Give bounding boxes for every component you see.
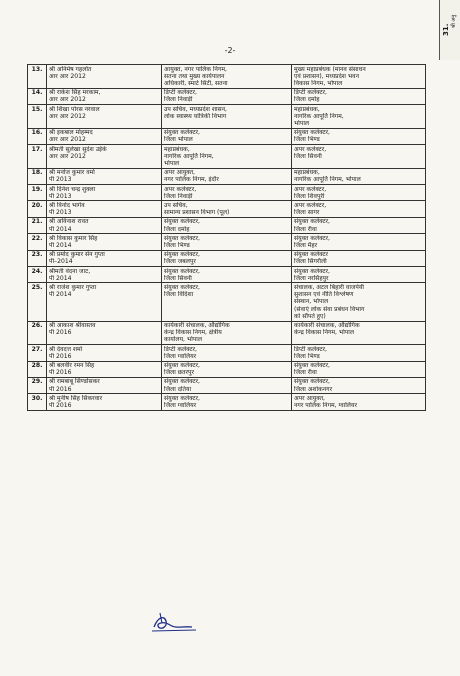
cell-line: पी 2016 <box>49 352 72 360</box>
new-posting-cell <box>292 267 426 283</box>
transfer-order-table-body <box>28 65 426 411</box>
cell-line: श्री राजेश कुमार गुप्ता <box>49 283 97 291</box>
cell-line: संयुक्त कलेक्टर <box>294 251 329 259</box>
cell-line: संयुक्त कलेक्टर, <box>294 378 330 386</box>
officer-name-cell <box>47 361 162 377</box>
officer-name-cell <box>47 168 162 184</box>
cell-line: पी 2016 <box>49 385 72 393</box>
cell-line: जिला छतरपुर <box>164 369 194 377</box>
cell-line: जिला सिंगरौली <box>294 258 327 266</box>
current-posting-cell <box>162 321 292 345</box>
adjacent-page-number: 31. <box>442 23 450 36</box>
cell-line: श्री इकबाल मोहम्मद <box>49 129 93 137</box>
cell-line: अपर आयुक्त, <box>164 169 195 177</box>
cell-line: जिला दमोह <box>294 96 320 104</box>
page-number: -2- <box>224 46 236 55</box>
cell-line: श्री मुनीष सिंह सिकरवार <box>49 394 103 402</box>
cell-line: अधिकारी, स्मार्ट सिटी, सतना <box>164 79 228 87</box>
officer-name-cell <box>47 377 162 393</box>
new-posting-cell <box>292 345 426 361</box>
cell-line: जिला मैहर <box>294 241 318 249</box>
cell-line: नगर पालिक निगम, इंदौर <box>164 176 219 184</box>
cell-line: श्री विनोद भार्गव <box>49 201 85 209</box>
serial-number-cell: 18. <box>28 168 47 184</box>
cell-line: जिला विदिशा <box>164 291 194 299</box>
cell-line: नागरिक आपूर्ति निगम, भोपाल <box>294 176 361 184</box>
cell-line: जिला सिवनी <box>294 152 322 160</box>
table-row <box>28 65 426 89</box>
officer-name-cell <box>47 321 162 345</box>
cell-line: नगर पालिक निगम, ग्वालियर <box>294 402 357 410</box>
cell-line: श्री विकास कुमार सिंह <box>49 234 98 242</box>
transfer-order-table <box>27 64 426 411</box>
officer-name-cell <box>47 267 162 283</box>
cell-line: संयुक्त कलेक्टर, <box>294 267 330 275</box>
current-posting-cell <box>162 185 292 201</box>
serial-number-cell: 25. <box>28 283 47 321</box>
cell-line: कार्यकारी संचालक, औद्योगिक <box>294 322 360 329</box>
cell-line: आर आर 2012 <box>49 152 86 160</box>
cell-line: जिला जबलपुर <box>164 258 196 266</box>
table-row <box>28 234 426 250</box>
cell-line: भोपाल <box>294 119 310 127</box>
cell-line: आर आर 2012 <box>49 136 86 144</box>
cell-line: विकास निगम, भोपाल <box>294 79 343 87</box>
serial-number-cell: 28. <box>28 361 47 377</box>
cell-line: संयुक्त कलेक्टर, <box>164 378 200 386</box>
new-posting-cell <box>292 88 426 104</box>
cell-line: मुख्य महाप्रबंधक (मानव संसाधन <box>294 65 366 73</box>
serial-number-cell: 15. <box>28 105 47 129</box>
new-posting-cell <box>292 321 426 345</box>
cell-line: डिप्टी कलेक्टर, <box>164 89 197 97</box>
serial-number-cell: 26. <box>28 321 47 345</box>
serial-number-cell: 17. <box>28 145 47 169</box>
new-posting-cell <box>292 361 426 377</box>
serial-number-cell: 22. <box>28 234 47 250</box>
cell-line: (सेवाएं लोक सेवा प्रबंधन विभाग <box>294 305 365 313</box>
cell-line: संयुक्त कलेक्टर, <box>294 234 330 242</box>
table-row <box>28 105 426 129</box>
cell-line: संयुक्त कलेक्टर, <box>164 394 200 402</box>
cell-line: नागरिक आपूर्ति निगम, <box>164 152 214 160</box>
serial-number-cell: 21. <box>28 217 47 233</box>
new-posting-cell <box>292 250 426 266</box>
cell-line: संयुक्त कलेक्टर, <box>294 362 330 370</box>
cell-line: श्री दिनेश चन्द्र शुक्ला <box>49 185 96 193</box>
cell-line: श्री बलवीर रमन सिंह <box>49 362 95 370</box>
table-row <box>28 201 426 217</box>
cell-line: जिला भिण्ड <box>294 136 320 144</box>
cell-line: जिला दतिया <box>164 385 192 393</box>
cell-line: डिप्टी कलेक्टर, <box>164 345 197 353</box>
cell-line: जिला निवाड़ी <box>164 192 193 200</box>
table-row <box>28 185 426 201</box>
cell-line: कार्यकारी संचालक, औद्योगिक <box>164 322 230 329</box>
officer-name-cell <box>47 185 162 201</box>
cell-line: संस्थान, भोपाल <box>294 298 329 306</box>
current-posting-cell <box>162 105 292 129</box>
new-posting-cell <box>292 283 426 321</box>
officer-name-cell <box>47 250 162 266</box>
cell-line: पी 2014 <box>49 241 72 249</box>
cell-line: को सौंपते हुए) <box>294 312 326 320</box>
cell-line: आयुक्त, नगर पालिक निगम, <box>164 65 227 73</box>
cell-line: जिला नरसिंहपुर <box>294 274 329 282</box>
table-row <box>28 377 426 393</box>
cell-line: महाप्रबंधक, <box>164 145 190 153</box>
new-posting-cell <box>292 234 426 250</box>
cell-line: उप सचिव, मध्यप्रदेश शासन, <box>164 105 227 113</box>
serial-number-cell: 30. <box>28 394 47 410</box>
serial-number-cell: 19. <box>28 185 47 201</box>
cell-line: एवं प्रशासन), मध्यप्रदेश भवन <box>294 72 359 80</box>
cell-line: पी 2013 <box>49 209 72 217</box>
cell-line: संयुक्त कलेक्टर, <box>164 129 200 137</box>
cell-line: श्रीमती सुलेखा सुदेश उईके <box>49 145 107 153</box>
table-row <box>28 394 426 410</box>
cell-line: पी 2014 <box>49 291 72 299</box>
cell-line: पी 2016 <box>49 402 72 410</box>
officer-name-cell <box>47 88 162 104</box>
cell-line: पी 2016 <box>49 329 72 337</box>
officer-name-cell <box>47 394 162 410</box>
cell-line: जिला शिवपुरी <box>294 192 325 200</box>
cell-line: भोपाल <box>164 159 180 167</box>
cell-line: श्री मनोज कुमार वर्मा <box>49 169 95 177</box>
new-posting-cell <box>292 128 426 144</box>
serial-number-cell: 20. <box>28 201 47 217</box>
current-posting-cell <box>162 267 292 283</box>
table-row <box>28 128 426 144</box>
current-posting-cell <box>162 394 292 410</box>
cell-line: जिला रीवा <box>294 225 317 233</box>
current-posting-cell <box>162 201 292 217</box>
cell-line: महाप्रबंधक, <box>294 169 320 177</box>
cell-line: उप सचिव, <box>164 201 188 209</box>
new-posting-cell <box>292 65 426 89</box>
cell-line: पी 2014 <box>49 274 72 282</box>
cell-line: संयुक्त कलेक्टर, <box>164 251 200 259</box>
cell-line: कार्यालय, भोपाल <box>164 336 202 344</box>
cell-line: जिला सागर <box>294 209 320 217</box>
table-row <box>28 361 426 377</box>
new-posting-cell <box>292 168 426 184</box>
cell-line: जिला भोपाल <box>164 136 193 144</box>
serial-number-cell: 14. <box>28 88 47 104</box>
current-posting-cell <box>162 377 292 393</box>
cell-line: जिला ग्वालियर <box>164 402 197 410</box>
cell-line: श्रीमती वंदना जाट, <box>49 267 91 275</box>
cell-line: सतना तथा मुख्य कार्यपालन <box>164 72 225 80</box>
table-row <box>28 267 426 283</box>
officer-name-cell <box>47 201 162 217</box>
cell-line: पी 2014 <box>49 225 72 233</box>
table-row <box>28 345 426 361</box>
current-posting-cell <box>162 361 292 377</box>
current-posting-cell <box>162 345 292 361</box>
serial-number-cell: 27. <box>28 345 47 361</box>
cell-line: जिला दमोह <box>164 225 190 233</box>
cell-line: आर आर 2012 <box>49 72 86 80</box>
cell-line: अपर कलेक्टर, <box>164 185 197 193</box>
cell-line: श्री राकेश सिंह मरकाम, <box>49 89 101 97</box>
new-posting-cell <box>292 105 426 129</box>
serial-number-cell: 29. <box>28 377 47 393</box>
new-posting-cell <box>292 377 426 393</box>
officer-name-cell <box>47 345 162 361</box>
current-posting-cell <box>162 65 292 89</box>
cell-line: लोक स्वास्थ्य यांत्रिकी विभाग <box>164 112 227 120</box>
cell-line: संयुक्त कलेक्टर, <box>294 129 330 137</box>
officer-name-cell <box>47 65 162 89</box>
cell-line: जिला सिवनी <box>164 274 192 282</box>
cell-line: पी–2014 <box>49 258 73 266</box>
current-posting-cell <box>162 283 292 321</box>
cell-line: आर आर 2012 <box>49 112 86 120</box>
cell-line: श्री रामबाबू सिण्डोसकर <box>49 378 100 386</box>
current-posting-cell <box>162 234 292 250</box>
table-row <box>28 321 426 345</box>
cell-line: श्री आकाश श्रीवास्तव <box>49 322 96 329</box>
serial-number-cell: 16. <box>28 128 47 144</box>
new-posting-cell <box>292 394 426 410</box>
serial-number-cell: 23. <box>28 250 47 266</box>
cell-line: सुशासन एवं नीति विश्लेषण <box>294 291 354 299</box>
cell-line: केन्द्र विकास निगम, भोपाल <box>294 329 354 337</box>
cell-line: संयुक्त कलेक्टर, <box>164 218 200 226</box>
current-posting-cell <box>162 88 292 104</box>
cell-line: जिला भिण्ड <box>164 241 190 249</box>
table-row <box>28 168 426 184</box>
cell-line: श्री देवदत्त शर्मा <box>49 345 83 353</box>
cell-line: अपर कलेक्टर, <box>294 145 327 153</box>
current-posting-cell <box>162 217 292 233</box>
cell-line: संचालक, अटल बिहारी वाजपेयी <box>294 283 364 291</box>
officer-name-cell <box>47 283 162 321</box>
new-posting-cell <box>292 185 426 201</box>
serial-number-cell: 13. <box>28 65 47 89</box>
cell-line: सामान्य प्रशासन विभाग (पूल) <box>164 209 230 217</box>
cell-line: आर आर 2012 <box>49 96 86 104</box>
current-posting-cell <box>162 168 292 184</box>
cell-line: जिला निवाड़ी <box>164 96 193 104</box>
current-posting-cell <box>162 145 292 169</box>
current-posting-cell <box>162 128 292 144</box>
officer-name-cell <box>47 128 162 144</box>
cell-line: संयुक्त कलेक्टर, <box>164 234 200 242</box>
table-row <box>28 217 426 233</box>
table-row <box>28 88 426 104</box>
officer-name-cell <box>47 217 162 233</box>
cell-line: संयुक्त कलेक्टर, <box>164 362 200 370</box>
cell-line: जिला भिण्ड <box>294 352 320 360</box>
cell-line: पी 2016 <box>49 369 72 377</box>
officer-name-cell <box>47 105 162 129</box>
officer-name-cell <box>47 145 162 169</box>
cell-line: जिला रीवा <box>294 369 317 377</box>
cell-line: संयुक्त कलेक्टर, <box>294 218 330 226</box>
cell-line: अपर आयुक्त, <box>294 394 325 402</box>
new-posting-cell <box>292 201 426 217</box>
cell-line: श्री अविनाश रावत <box>49 218 89 226</box>
table-row <box>28 145 426 169</box>
cell-line: पी 2013 <box>49 176 72 184</box>
cell-line: केन्द्र विकास निगम, क्षेत्रीय <box>164 329 222 337</box>
cell-line: डिप्टी कलेक्टर, <box>294 89 327 97</box>
cell-line: डिप्टी कलेक्टर, <box>294 345 327 353</box>
table-row <box>28 250 426 266</box>
cell-line: श्री अनिमेष गहलोत <box>49 65 92 73</box>
officer-name-cell <box>47 234 162 250</box>
cell-line: नागरिक आपूर्ति निगम, <box>294 112 344 120</box>
cell-line: पी 2013 <box>49 192 72 200</box>
current-posting-cell <box>162 250 292 266</box>
cell-line: श्री प्रमोद कुमार सेन गुप्ता <box>49 251 105 259</box>
adjacent-page-text: श्री अनु <box>451 14 457 28</box>
serial-number-cell: 24. <box>28 267 47 283</box>
cell-line: जिला अशोकनगर <box>294 385 333 393</box>
new-posting-cell <box>292 217 426 233</box>
cell-line: अपर कलेक्टर, <box>294 185 327 193</box>
cell-line: श्री शिखा पोरस नरवाल <box>49 105 100 113</box>
cell-line: महाप्रबंधक, <box>294 105 320 113</box>
cell-line: संयुक्त कलेक्टर, <box>164 267 200 275</box>
new-posting-cell <box>292 145 426 169</box>
table-row <box>28 283 426 321</box>
cell-line: संयुक्त कलेक्टर, <box>164 283 200 291</box>
signature-icon <box>148 611 200 635</box>
cell-line: जिला ग्वालियर <box>164 352 197 360</box>
cell-line: अपर कलेक्टर, <box>294 201 327 209</box>
